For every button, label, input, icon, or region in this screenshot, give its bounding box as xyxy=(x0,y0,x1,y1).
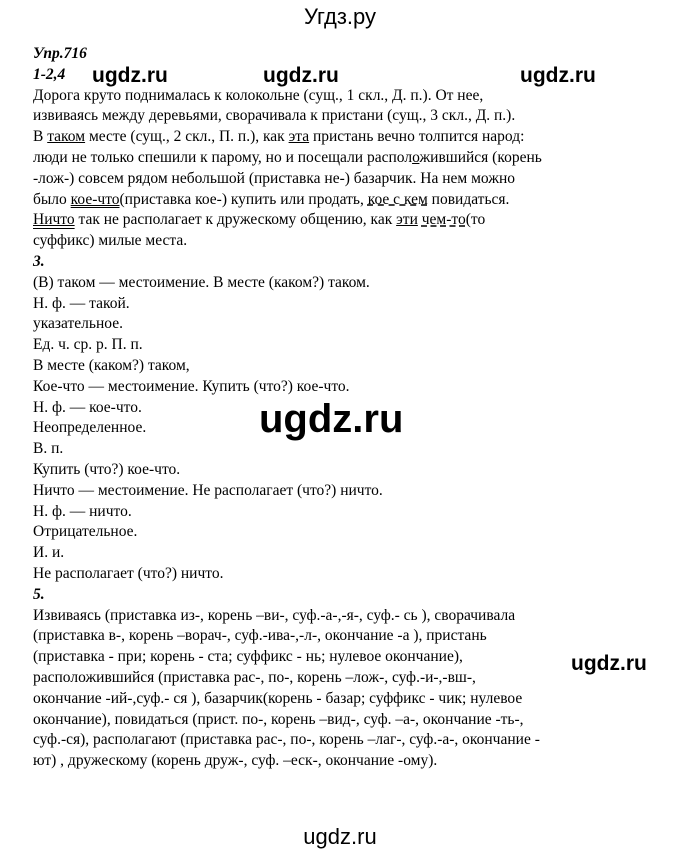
watermark-top-1: ugdz.ru xyxy=(92,64,168,87)
text-line: суффикс) милые места. xyxy=(33,232,188,250)
underlined-word: кое с кем xyxy=(367,190,428,208)
answer-line: Неопределенное. xyxy=(33,419,147,437)
underlined-word: эти xyxy=(396,211,418,229)
text: месте (сущ., 2 скл., П. п.), как xyxy=(85,128,289,146)
answer-line: Отрицательное. xyxy=(33,523,138,541)
answer-line: ют) , дружескому (корень друж-, суф. –еск-, окончание -ому). xyxy=(33,752,438,770)
answer-line: указательное. xyxy=(33,315,123,333)
text-line: извиваясь между деревьями, сворачивала к пристани (сущ., 3 скл., Д. п.). xyxy=(33,107,516,125)
text: (то xyxy=(465,211,486,229)
answer-line: Ед. ч. ср. р. П. п. xyxy=(33,336,143,354)
answer-line: В месте (каком?) таком, xyxy=(33,356,190,374)
answer-line: (В) таком — местоимение. В месте (каком?) таком. xyxy=(33,273,370,291)
answer-line: (приставка в-, корень –ворач-, суф.-ива-,-л-, окончание -а ), пристань xyxy=(33,627,487,645)
text: пристань вечно толпится народ: xyxy=(309,128,525,146)
answer-line: В. п. xyxy=(33,440,64,458)
underlined-word: чем-то xyxy=(421,211,466,229)
text: люди не только спешили к парому, но и посещали распол xyxy=(33,148,413,166)
answer-line: окончание -ий-,суф.- ся ), базарчик(корень - базар; суффикс - чик; нулевое xyxy=(33,689,523,707)
task3-label: 3. xyxy=(33,252,45,270)
watermark-top-3: ugdz.ru xyxy=(520,64,596,87)
underlined-letter: о xyxy=(412,148,420,166)
text: (приставка кое-) купить или продать, xyxy=(119,190,368,208)
underlined-word: Ничто xyxy=(33,211,75,229)
answer-line: Не располагает (что?) ничто. xyxy=(33,564,224,582)
watermark-center: ugdz.ru xyxy=(259,397,404,441)
task-label: 1-2,4 xyxy=(33,65,66,83)
text: было xyxy=(33,190,71,208)
text: так не располагает к дружескому общению, как xyxy=(74,211,397,229)
answer-line: суф.-ся), располагают (приставка рас-, по-, корень –лаг-, суф.-а-, окончание - xyxy=(33,731,540,749)
footer-watermark: ugdz.ru xyxy=(303,824,377,849)
text-line xyxy=(33,210,663,231)
answer-line: Ничто — местоимение. Не располагает (что?) ничто. xyxy=(33,481,383,499)
watermark-right: ugdz.ru xyxy=(571,652,647,675)
answer-line: Н. ф. — кое-что. xyxy=(33,398,142,416)
answer-line: Кое-что — местоимение. Купить (что?) кое-что. xyxy=(33,377,350,395)
underlined-word: таком xyxy=(47,128,86,146)
exercise-title: Упр.716 xyxy=(33,45,87,62)
text-line: -лож-) совсем рядом небольшой (приставка не-) базарчик. На нем можно xyxy=(33,169,516,187)
answer-line: окончание), повидаться (прист. по-, корень –вид-, суф. –а-, окончание -ть-, xyxy=(33,710,524,728)
text: В xyxy=(33,128,48,146)
text: повидаться. xyxy=(427,190,510,208)
task3-answers xyxy=(33,273,663,585)
paragraph-1 xyxy=(33,86,663,252)
underlined-word: кое-что xyxy=(70,190,120,208)
answer-line: расположившийся (приставка рас-, по-, корень –лож-, суф.-и-,-вш-, xyxy=(33,668,476,686)
answer-line: Извиваясь (приставка из-, корень –ви-, суф.-а-,-я-, суф.- сь ), сворачивала xyxy=(33,606,516,624)
site-title: Угдз.ру xyxy=(303,4,377,29)
task5-label: 5. xyxy=(33,585,45,603)
answer-line: Н. ф. — такой. xyxy=(33,294,130,312)
text-line xyxy=(33,127,663,148)
text-line: Дорога круто поднималась к колокольне (сущ., 1 скл., Д. п.). От нее, xyxy=(33,86,484,104)
exercise-content xyxy=(33,44,663,772)
text-line xyxy=(33,148,663,169)
answer-line: И. и. xyxy=(33,544,65,562)
task5-answers xyxy=(33,606,663,772)
answer-line: (приставка - при; корень - ста; суффикс - нь; нулевое окончание), xyxy=(33,648,463,666)
text: жившийся (корень xyxy=(419,148,542,166)
answer-line: Н. ф. — ничто. xyxy=(33,502,132,520)
text-line xyxy=(33,190,663,211)
answer-line: Купить (что?) кое-что. xyxy=(33,460,181,478)
underlined-word: эта xyxy=(288,128,310,146)
watermark-top-2: ugdz.ru xyxy=(263,64,339,87)
